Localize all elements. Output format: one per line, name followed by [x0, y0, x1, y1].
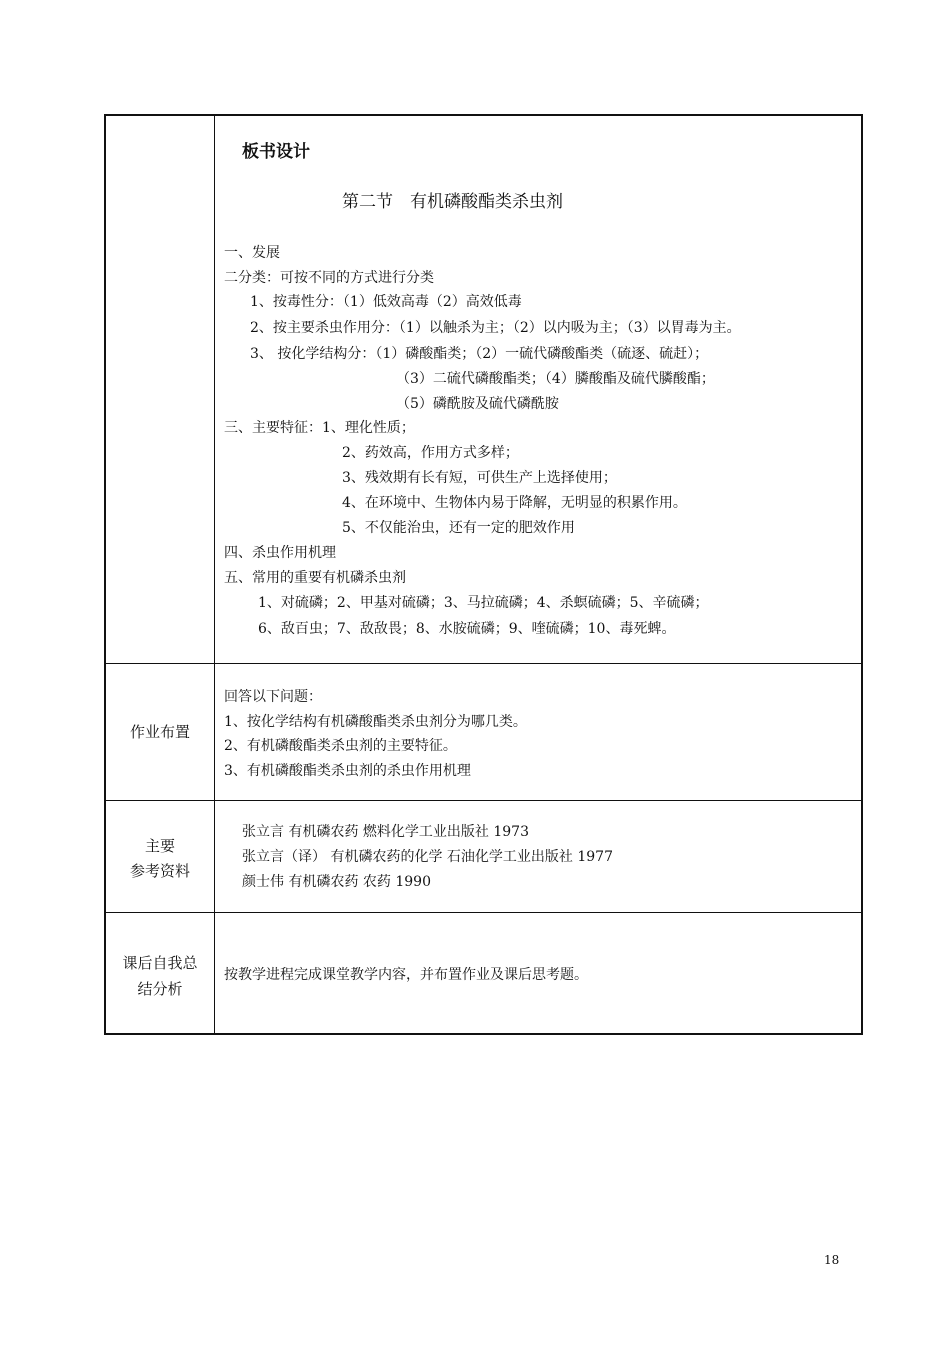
- references-label: 主要: [144, 837, 175, 855]
- reference-item: 张立言（译） 有机磷农药的化学 石油化学工业出版社 1977: [242, 849, 613, 865]
- board-line: 三、主要特征：1、理化性质；: [224, 420, 415, 436]
- homework-label: 作业布置: [129, 723, 190, 741]
- summary-text: 按教学进程完成课堂教学内容，并布置作业及课后思考题。: [224, 967, 588, 983]
- board-line: 四、杀虫作用机理: [224, 545, 336, 561]
- homework-line: 1、按化学结构有机磷酸酯类杀虫剂分为哪几类。: [224, 714, 527, 730]
- board-line: 5、不仅能治虫，还有一定的肥效作用: [342, 520, 575, 536]
- summary-label: 结分析: [137, 980, 183, 998]
- section-title: 第二节 有机磷酸酯类杀虫剂: [342, 192, 563, 212]
- homework-line: 2、有机磷酸酯类杀虫剂的主要特征。: [224, 738, 457, 754]
- board-line: 3、残效期有长有短，可供生产上选择使用；: [342, 470, 617, 486]
- row-divider: [106, 912, 861, 913]
- board-line: 1、按毒性分：（1）低效高毒（2）高效低毒: [250, 294, 522, 310]
- summary-label: 课后自我总: [122, 954, 198, 972]
- board-line: 2、按主要杀虫作用分：（1）以触杀为主；（2）以内吸为主；（3）以胃毒为主。: [250, 320, 741, 336]
- lesson-table: [104, 114, 863, 1035]
- homework-line: 3、有机磷酸酯类杀虫剂的杀虫作用机理: [224, 763, 471, 779]
- board-line: 4、在环境中、生物体内易于降解，无明显的积累作用。: [342, 495, 687, 511]
- references-label: 参考资料: [129, 862, 190, 880]
- board-line: 2、药效高，作用方式多样；: [342, 445, 519, 461]
- board-line: 3、 按化学结构分：（1）磷酸酯类；（2）一硫代磷酸酯类（硫逐、硫赶）；: [250, 346, 709, 362]
- page-number: 18: [824, 1253, 840, 1267]
- board-heading: 板书设计: [242, 142, 310, 162]
- board-line: 6、敌百虫；7、敌敌畏；8、水胺硫磷；9、喹硫磷；10、毒死蜱。: [258, 621, 676, 637]
- column-divider: [214, 116, 215, 1033]
- reference-item: 张立言 有机磷农药 燃料化学工业出版社 1973: [242, 824, 529, 840]
- row-divider: [106, 800, 861, 801]
- board-line: （5）磷酰胺及硫代磷酰胺: [396, 396, 559, 412]
- reference-item: 颜士伟 有机磷农药 农药 1990: [242, 874, 431, 890]
- board-line: 五、常用的重要有机磷杀虫剂: [224, 570, 406, 586]
- board-line: 1、对硫磷；2、甲基对硫磷；3、马拉硫磷；4、杀螟硫磷；5、辛硫磷；: [258, 595, 709, 611]
- board-line: 一、发展: [224, 245, 280, 261]
- homework-line: 回答以下问题：: [224, 689, 322, 705]
- board-line: （3）二硫代磷酸酯类；（4）膦酸酯及硫代膦酸酯；: [396, 371, 715, 387]
- row-divider: [106, 663, 861, 664]
- board-line: 二分类：可按不同的方式进行分类: [224, 270, 434, 286]
